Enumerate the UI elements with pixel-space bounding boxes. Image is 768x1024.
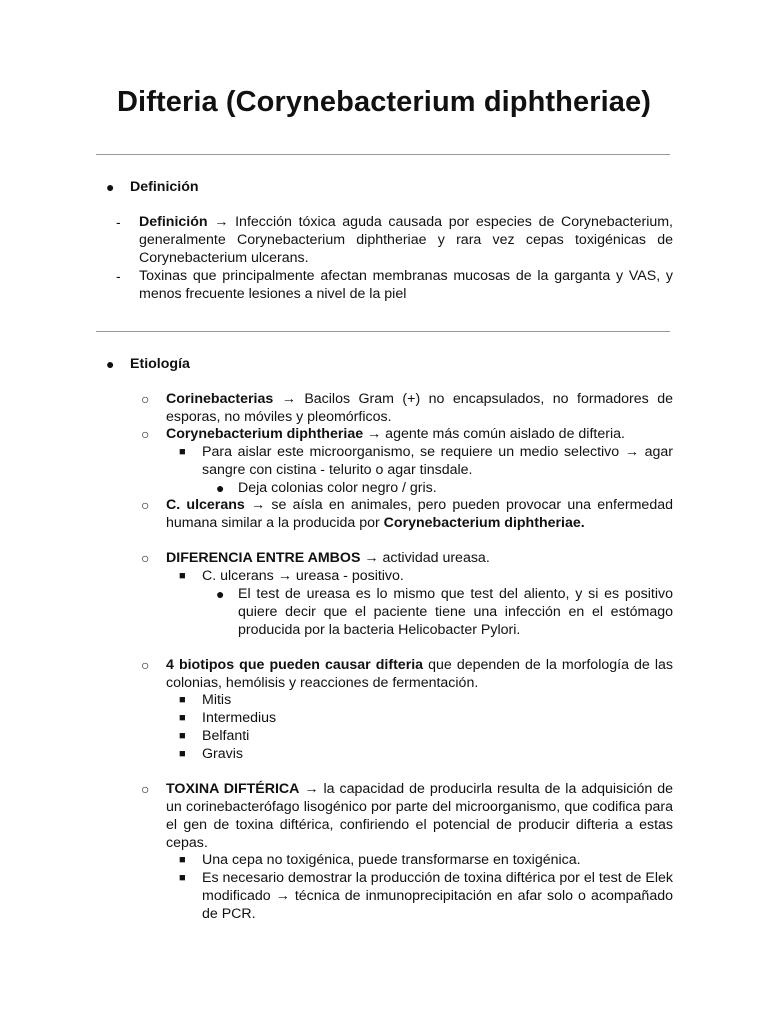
- divider: [96, 154, 670, 155]
- culcerans-line-2: humana similar a la producida por Corynebacterium diphtheriae.: [166, 515, 585, 531]
- ureasa-line: C. ulcerans → ureasa - positivo.: [202, 568, 404, 584]
- test-line-2: quiere decir que el paciente tiene una infección en el estómago: [238, 604, 673, 620]
- square-marker: ■: [179, 446, 186, 458]
- square-marker: ■: [179, 730, 186, 742]
- cdiphtheriae-line-1: Corynebacterium diphtheriae → agente más común aislado de difteria.: [166, 426, 625, 442]
- circle-marker: ○: [141, 497, 150, 513]
- square-marker: ■: [179, 872, 186, 884]
- cepa-line: Una cepa no toxigénica, puede transformarse en toxigénica.: [202, 852, 581, 868]
- dash-marker: -: [116, 268, 121, 284]
- biotipos-line-2: colonias, hemólisis y reacciones de fermentación.: [166, 675, 479, 691]
- definicion-line-3: Corynebacterium ulcerans.: [139, 250, 309, 266]
- circle-marker: ○: [141, 657, 150, 673]
- circle-marker: ○: [141, 391, 150, 407]
- elek-line-1: Es necesario demostrar la producción de toxina diftérica por el test de Elek: [202, 870, 673, 886]
- biotipo-item: Mitis: [202, 692, 232, 708]
- diferencia-line: DIFERENCIA ENTRE AMBOS → actividad ureasa.: [166, 550, 490, 566]
- square-marker: ■: [179, 570, 186, 582]
- bullet-marker: ●: [216, 586, 225, 602]
- biotipos-line-1: 4 biotipos que pueden causar difteria que dependen de la morfología de las: [166, 657, 673, 673]
- toxina-line-2: un corinebacterófago lisogénico por parte del microorganismo, que codifica para: [166, 799, 673, 815]
- square-marker: ■: [179, 712, 186, 724]
- biotipo-item: Intermedius: [202, 710, 277, 726]
- aislar-line-1: Para aislar este microorganismo, se requiere un medio selectivo → agar: [202, 444, 673, 460]
- toxinas-line-2: menos frecuente lesiones a nivel de la piel: [139, 286, 407, 302]
- definicion-line-2: generalmente Corynebacterium diphtheriae y rara vez cepas toxigénicas de: [139, 232, 673, 248]
- document-title: Difteria (Corynebacterium diphtheriae): [117, 86, 651, 118]
- corinebacterias-line-1: Corinebacterias → Bacilos Gram (+) no encapsulados, no formadores de: [166, 391, 673, 407]
- culcerans-line-1: C. ulcerans → se aísla en animales, pero pueden provocar una enfermedad: [166, 497, 673, 513]
- square-marker: ■: [179, 694, 186, 706]
- elek-line-3: de PCR.: [202, 906, 256, 922]
- test-line-3: producida por la bacteria Helicobacter Pylori.: [238, 622, 521, 638]
- bullet-marker: ●: [106, 356, 115, 372]
- biotipo-item: Gravis: [202, 746, 243, 762]
- circle-marker: ○: [141, 426, 150, 442]
- dash-marker: -: [116, 214, 121, 230]
- divider: [96, 331, 670, 332]
- aislar-line-2: sangre con cistina - telurito o agar tinsdale.: [202, 462, 473, 478]
- square-marker: ■: [179, 748, 186, 760]
- circle-marker: ○: [141, 781, 150, 797]
- biotipo-item: Belfanti: [202, 728, 250, 744]
- definicion-line-1: Definición → Infección tóxica aguda causada por especies de Corynebacterium,: [139, 214, 673, 230]
- square-marker: ■: [179, 854, 186, 866]
- toxina-line-4: cepas.: [166, 835, 208, 851]
- colonias-line: Deja colonias color negro / gris.: [238, 480, 437, 496]
- circle-marker: ○: [141, 550, 150, 566]
- bullet-marker: ●: [106, 179, 115, 195]
- corinebacterias-line-2: esporas, no móviles y pleomórficos.: [166, 409, 392, 425]
- toxina-line-3: el gen de toxina diftérica, confiriendo el potencial de producir difteria a estas: [166, 817, 673, 833]
- toxinas-line-1: Toxinas que principalmente afectan membranas mucosas de la garganta y VAS, y: [139, 268, 673, 284]
- elek-line-2: modificado → técnica de inmunoprecipitación en afar solo o acompañado: [202, 888, 673, 904]
- toxina-line-1: TOXINA DIFTÉRICA → la capacidad de producirla resulta de la adquisición de: [166, 781, 673, 797]
- section-heading-etiologia: Etiología: [130, 356, 190, 372]
- bullet-marker: ●: [216, 480, 225, 496]
- section-heading-definicion: Definición: [130, 179, 199, 195]
- test-line-1: El test de ureasa es lo mismo que test del aliento, y si es positivo: [238, 586, 673, 602]
